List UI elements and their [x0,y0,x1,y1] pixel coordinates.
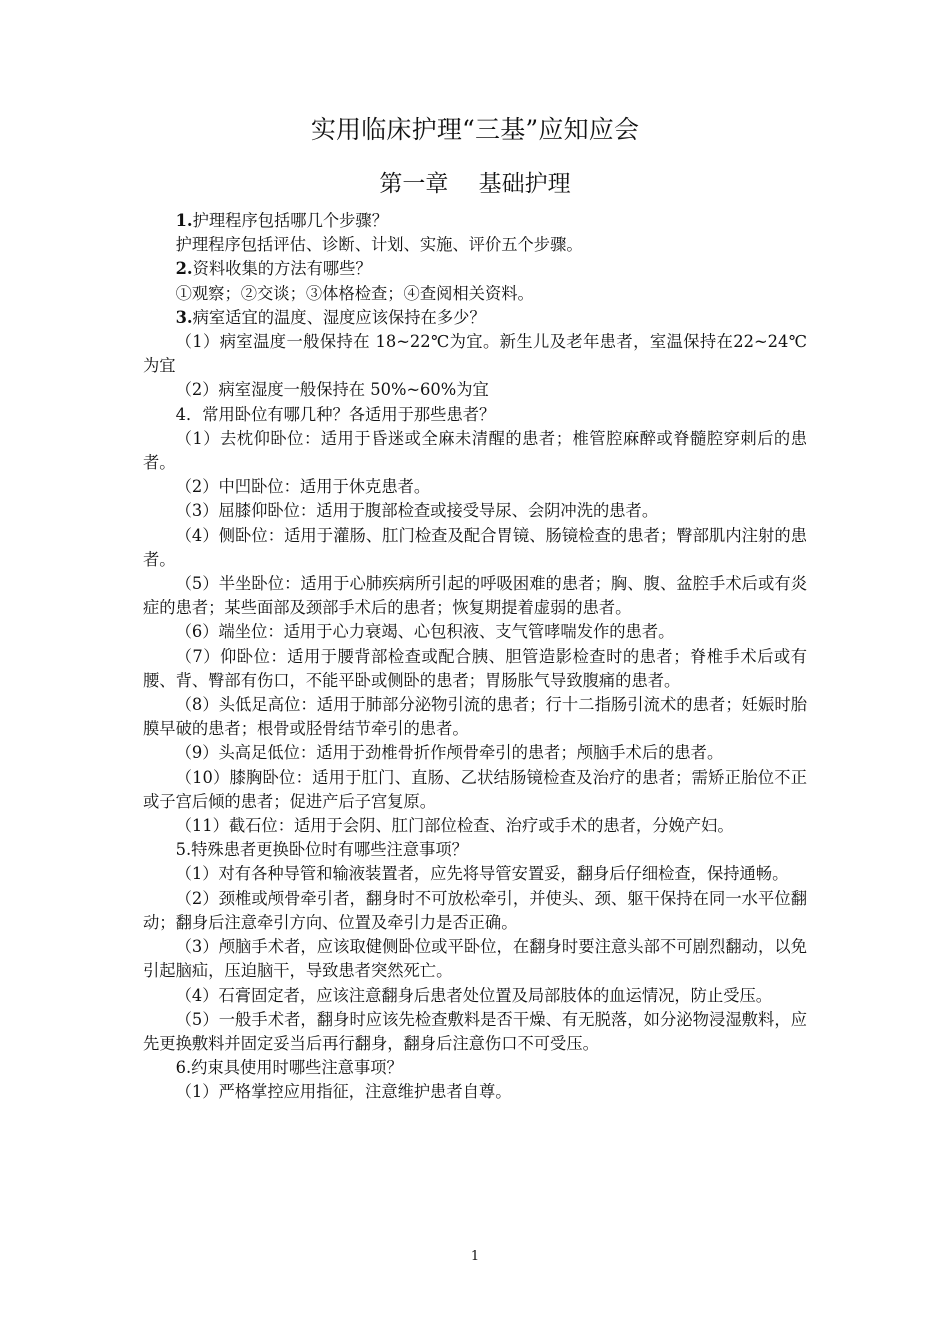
paragraph [143,862,807,886]
paragraph [143,330,807,378]
paragraph [143,620,807,644]
paragraph-text: 病室适宜的温度、湿度应该保持在多少？ [192,307,486,327]
paragraph-text: （2）病室湿度一般保持在 50%~60%为宜 [175,380,489,400]
paragraph [143,935,807,983]
paragraph [143,838,807,862]
question-number: 3. [175,307,193,327]
paragraph [143,887,807,935]
paragraph [143,741,807,765]
paragraph [143,1008,807,1056]
paragraph-text: （4）石膏固定者，应该注意翻身后患者处位置及局部肢体的血运情况，防止受压。 [175,985,773,1005]
paragraph-text: （3）屈膝仰卧位：适用于腹部检查或接受导尿、会阴冲洗的患者。 [175,501,659,521]
document-body [143,209,807,1105]
document-title: 实用临床护理“三基”应知应会 [310,115,640,144]
paragraph [143,645,807,693]
paragraph-text: （2）颈椎或颅骨牵引者，翻身时不可放松牵引，并使头、颈、躯干保持在同一水平位翻动；翻身后注意牵引方向、位置及牵引力是否正确。 [143,888,807,932]
paragraph-text: （3）颅脑手术者，应该取健侧卧位或平卧位，在翻身时要注意头部不可剧烈翻动，以免引起脑疝，压迫脑干，导致患者突然死亡。 [143,937,807,981]
paragraph [143,306,807,330]
paragraph-text: （6）端坐位：适用于心力衰竭、心包积液、支气管哮喘发作的患者。 [175,622,675,642]
paragraph [143,524,807,572]
paragraph-text: （1）病室温度一般保持在 18~22℃为宜。新生儿及老年患者，室温保持在22~24℃为宜 [143,332,807,376]
paragraph [143,766,807,814]
paragraph-text: 护理程序包括评估、诊断、计划、实施、评价五个步骤。 [175,235,583,255]
paragraph-text: ①观察；②交谈；③体格检查；④查阅相关资料。 [175,283,534,303]
paragraph [143,427,807,475]
paragraph [143,403,807,427]
paragraph [143,814,807,838]
chapter-heading: 第一章 基础护理 [379,171,571,197]
paragraph [143,282,807,306]
paragraph [143,693,807,741]
paragraph [143,1080,807,1104]
paragraph-text: （4）侧卧位：适用于灌肠、肛门检查及配合胃镜、肠镜检查的患者；臀部肌内注射的患者。 [143,525,807,569]
paragraph-text: （2）中凹卧位：适用于休克患者。 [175,477,431,497]
paragraph-text: （8）头低足高位：适用于肺部分泌物引流的患者；行十二指肠引流术的患者；妊娠时胎膜早破的患者；根骨或胫骨结节牵引的患者。 [143,695,807,739]
question-number: 2. [175,259,193,279]
paragraph-text: 资料收集的方法有哪些？ [192,259,372,279]
paragraph-text: （5）半坐卧位：适用于心肺疾病所引起的呼吸困难的患者；胸、腹、盆腔手术后或有炎症的患者；某些面部及颈部手术后的患者；恢复期提着虚弱的患者。 [143,574,807,618]
paragraph [143,475,807,499]
paragraph [143,572,807,620]
paragraph-text: （5）一般手术者，翻身时应该先检查敷料是否干燥、有无脱落，如分泌物浸湿敷料，应先更换敷料并固定妥当后再行翻身，翻身后注意伤口不可受压。 [143,1009,807,1053]
paragraph-text: （10）膝胸卧位：适用于肛门、直肠、乙状结肠镜检查及治疗的患者；需矫正胎位不正或子宫后倾的患者；促进产后子宫复原。 [143,767,807,811]
paragraph-text: 护理程序包括哪几个步骤？ [192,211,388,230]
paragraph-text: （9）头高足低位：适用于劲椎骨折作颅骨牵引的患者；颅脑手术后的患者。 [175,743,724,763]
paragraph-text: （1）去枕仰卧位：适用于昏迷或全麻未清醒的患者；椎管腔麻醉或脊髓腔穿刺后的患者。 [143,428,807,473]
question-number: 1. [175,211,193,230]
page-number: 1 [470,1249,480,1264]
paragraph-text: 6.约束具使用时哪些注意事项？ [175,1058,403,1078]
paragraph-text: 5.特殊患者更换卧位时有哪些注意事项？ [175,840,468,860]
paragraph [143,257,807,281]
paragraph [143,499,807,523]
paragraph-text: 4．常用卧位有哪几种？各适用于那些患者？ [175,404,496,424]
paragraph-text: （1）严格掌控应用指征，注意维护患者自尊。 [175,1082,512,1102]
paragraph [143,1056,807,1080]
paragraph-text: （1）对有各种导管和输液装置者，应先将导管安置妥，翻身后仔细检查，保持通畅。 [175,864,789,884]
paragraph [143,209,807,233]
paragraph [143,378,807,402]
paragraph-text: （7）仰卧位：适用于腰背部检查或配合胰、胆管造影检查时的患者；脊椎手术后或有腰、背、臀部有伤口，不能平卧或侧卧的患者；胃肠胀气导致腹痛的患者。 [143,646,807,690]
paragraph [143,233,807,257]
paragraph-text: （11）截石位：适用于会阴、肛门部位检查、治疗或手术的患者，分娩产妇。 [175,816,734,836]
paragraph [143,984,807,1008]
